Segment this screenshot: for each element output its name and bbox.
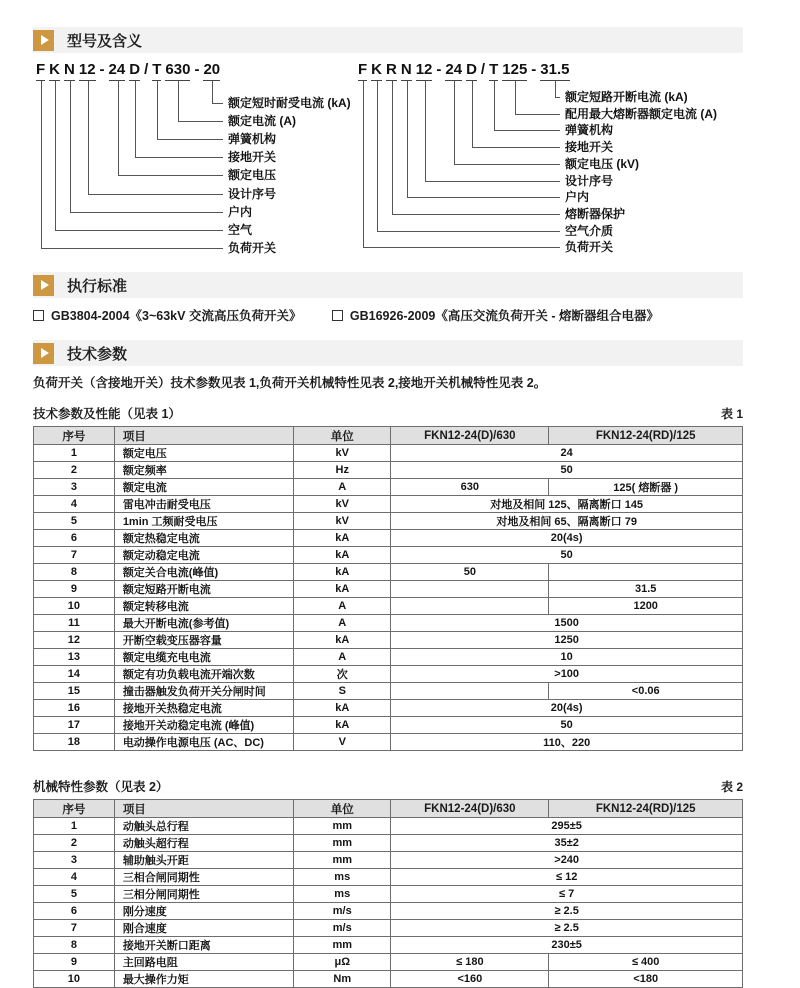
- diagram-label: 配用最大熔断器额定电流 (A): [565, 107, 717, 121]
- cell-item: 电动操作电源电压 (AC、DC): [114, 734, 293, 751]
- cell-item: 三相合闸同期性: [114, 869, 293, 886]
- cell-value: 20(4s): [391, 530, 743, 547]
- model-diagram-fkn: [36, 61, 356, 255]
- leader-line-horizontal: [178, 121, 223, 122]
- diagram-label: 设计序号: [565, 174, 614, 188]
- cell-item: 接地开关断口距离: [114, 937, 293, 954]
- diagram-label: 户内: [228, 205, 253, 219]
- leader-line-vertical: [212, 81, 213, 103]
- model-token: 24: [109, 61, 126, 81]
- mechanical-parameters-table: [33, 799, 743, 988]
- cell-value: 1500: [391, 615, 743, 632]
- model-token: /: [144, 61, 149, 78]
- model-token: R: [386, 61, 397, 81]
- diagram-label: 户内: [565, 190, 590, 204]
- diagram-label: 设计序号: [228, 187, 277, 201]
- cell-item: 接地开关动稳定电流 (峰值): [114, 717, 293, 734]
- model-token: F: [358, 61, 367, 81]
- play-icon: [33, 275, 54, 296]
- cell-item: 额定短路开断电流: [114, 581, 293, 598]
- section-title-model: 型号及含义: [67, 32, 143, 50]
- cell-unit: ms: [294, 886, 391, 903]
- cell-item: 动触头超行程: [114, 835, 293, 852]
- diagram-label: 熔断器保护: [565, 207, 626, 221]
- leader-line-vertical: [377, 81, 378, 231]
- table-row: [34, 530, 743, 547]
- cell-value: 630: [391, 479, 549, 496]
- cell-value: ≥ 2.5: [391, 920, 743, 937]
- cell-seq: 3: [34, 852, 115, 869]
- model-token: -: [531, 61, 537, 78]
- model-token: T: [489, 61, 498, 81]
- leader-line-vertical: [41, 81, 42, 248]
- leader-line-horizontal: [41, 248, 223, 249]
- table-row: [34, 852, 743, 869]
- cell-seq: 16: [34, 700, 115, 717]
- model-token: K: [49, 61, 60, 81]
- column-header: FKN12-24(D)/630: [391, 800, 549, 818]
- cell-item: 额定转移电流: [114, 598, 293, 615]
- diagram-label: 空气介质: [565, 224, 614, 238]
- cell-unit: S: [294, 683, 391, 700]
- leader-line-horizontal: [212, 103, 223, 104]
- cell-unit: m/s: [294, 903, 391, 920]
- leader-line-vertical: [88, 81, 89, 194]
- diagram-label: 弹簧机构: [565, 123, 614, 137]
- column-header: 序号: [34, 427, 115, 445]
- cell-seq: 7: [34, 547, 115, 564]
- section-title-params: 技术参数: [67, 345, 128, 363]
- cell-value: <160: [391, 971, 549, 988]
- table-row: [34, 717, 743, 734]
- leader-line-horizontal: [118, 175, 223, 176]
- cell-value: ≤ 7: [391, 886, 743, 903]
- cell-unit: kV: [294, 445, 391, 462]
- cell-unit: kA: [294, 632, 391, 649]
- cell-unit: A: [294, 649, 391, 666]
- cell-seq: 9: [34, 954, 115, 971]
- model-token: -: [194, 61, 200, 78]
- cell-item: 额定热稳定电流: [114, 530, 293, 547]
- table-row: [34, 700, 743, 717]
- cell-item: 三相分闸同期性: [114, 886, 293, 903]
- diagram-label: 负荷开关: [565, 240, 614, 254]
- table-row: [34, 564, 743, 581]
- table2-tag: 表 2: [720, 780, 743, 794]
- cell-unit: mm: [294, 937, 391, 954]
- table-row: [34, 920, 743, 937]
- cell-unit: kA: [294, 717, 391, 734]
- leader-line-horizontal: [425, 181, 560, 182]
- cell-unit: kA: [294, 530, 391, 547]
- cell-unit: mm: [294, 835, 391, 852]
- column-header: 单位: [294, 427, 391, 445]
- cell-unit: A: [294, 479, 391, 496]
- leader-line-horizontal: [494, 130, 560, 131]
- intro-paragraph: 负荷开关（含接地开关）技术参数见表 1,负荷开关机械特性见表 2,接地开关机械特性见表 2。: [33, 376, 547, 390]
- cell-value: ≥ 2.5: [391, 903, 743, 920]
- model-code: [36, 61, 356, 81]
- table-row: [34, 462, 743, 479]
- leader-line-vertical: [55, 81, 56, 230]
- cell-unit: V: [294, 734, 391, 751]
- table-row: [34, 818, 743, 835]
- leader-line-horizontal: [472, 147, 560, 148]
- cell-seq: 4: [34, 496, 115, 513]
- cell-seq: 1: [34, 445, 115, 462]
- table-row: [34, 479, 743, 496]
- table-row: [34, 615, 743, 632]
- triangle-glyph: [41, 348, 49, 358]
- technical-parameters-table: [33, 426, 743, 751]
- model-token: 31.5: [540, 61, 569, 81]
- cell-seq: 8: [34, 564, 115, 581]
- table1-caption-row: [33, 404, 743, 422]
- table-row: [34, 445, 743, 462]
- cell-item: 额定动稳定电流: [114, 547, 293, 564]
- cell-value: 35±2: [391, 835, 743, 852]
- leader-line-horizontal: [392, 214, 560, 215]
- cell-item: 最大开断电流(参考值): [114, 615, 293, 632]
- column-header: FKN12-24(RD)/125: [549, 427, 743, 445]
- checkbox-square-icon: [332, 310, 343, 321]
- cell-seq: 11: [34, 615, 115, 632]
- cell-item: 刚分速度: [114, 903, 293, 920]
- leader-line-horizontal: [454, 164, 560, 165]
- table-row: [34, 547, 743, 564]
- table-row: [34, 869, 743, 886]
- diagram-label: 接地开关: [228, 150, 277, 164]
- leader-line-horizontal: [157, 139, 223, 140]
- cell-unit: μΩ: [294, 954, 391, 971]
- leader-line-vertical: [555, 81, 556, 97]
- page: [33, 0, 743, 988]
- diagram-label: 接地开关: [565, 140, 614, 154]
- cell-value: 295±5: [391, 818, 743, 835]
- cell-value: ≤ 12: [391, 869, 743, 886]
- cell-value: 1250: [391, 632, 743, 649]
- cell-value: 10: [391, 649, 743, 666]
- model-token: N: [401, 61, 412, 81]
- cell-item: 开断空载变压器容量: [114, 632, 293, 649]
- leader-line-vertical: [392, 81, 393, 214]
- table-row: [34, 937, 743, 954]
- diagram-label: 额定电压 (kV): [565, 157, 640, 171]
- cell-unit: mm: [294, 818, 391, 835]
- standard-text: GB3804-2004《3~63kV 交流高压负荷开关》: [51, 309, 302, 323]
- cell-item: 额定频率: [114, 462, 293, 479]
- table1-caption: 技术参数及性能（见表 1）: [33, 407, 181, 421]
- cell-unit: kV: [294, 513, 391, 530]
- cell-seq: 5: [34, 886, 115, 903]
- table-row: [34, 971, 743, 988]
- model-diagram-fkrn: [358, 61, 743, 254]
- cell-seq: 2: [34, 462, 115, 479]
- cell-item: 额定电压: [114, 445, 293, 462]
- cell-item: 辅助触头开距: [114, 852, 293, 869]
- table-row: [34, 734, 743, 751]
- leader-line-vertical: [118, 81, 119, 175]
- model-token: D: [129, 61, 140, 81]
- model-token: 630: [165, 61, 190, 81]
- cell-unit: 次: [294, 666, 391, 683]
- leader-line-horizontal: [55, 230, 223, 231]
- column-header: FKN12-24(RD)/125: [549, 800, 743, 818]
- cell-item: 接地开关热稳定电流: [114, 700, 293, 717]
- cell-unit: kA: [294, 564, 391, 581]
- cell-seq: 8: [34, 937, 115, 954]
- cell-value: 50: [391, 547, 743, 564]
- table-row: [34, 903, 743, 920]
- cell-item: 额定有功负载电流开端次数: [114, 666, 293, 683]
- table-row: [34, 649, 743, 666]
- cell-item: 额定关合电流(峰值): [114, 564, 293, 581]
- model-token: 12: [416, 61, 433, 81]
- diagram-label: 负荷开关: [228, 241, 277, 255]
- diagram-label: 额定短时耐受电流 (kA): [228, 96, 351, 110]
- column-header: 项目: [114, 427, 293, 445]
- standard-text: GB16926-2009《高压交流负荷开关 - 熔断器组合电器》: [349, 309, 659, 323]
- cell-value: 230±5: [391, 937, 743, 954]
- leader-line-vertical: [70, 81, 71, 212]
- section-header-params: [33, 340, 743, 366]
- model-token: 125: [502, 61, 527, 81]
- column-header: FKN12-24(D)/630: [391, 427, 549, 445]
- leader-line-horizontal: [363, 247, 560, 248]
- table-row: [34, 954, 743, 971]
- cell-item: 雷电冲击耐受电压: [114, 496, 293, 513]
- table2-caption: 机械特性参数（见表 2）: [33, 780, 169, 794]
- cell-value: ≤ 400: [549, 954, 743, 971]
- leader-line-horizontal: [135, 157, 223, 158]
- cell-unit: kA: [294, 700, 391, 717]
- cell-item: 额定电缆充电电流: [114, 649, 293, 666]
- table-row: [34, 581, 743, 598]
- leader-line-horizontal: [70, 212, 223, 213]
- cell-value: [391, 598, 549, 615]
- leader-line-vertical: [135, 81, 136, 157]
- cell-item: 额定电流: [114, 479, 293, 496]
- model-token: /: [480, 61, 486, 78]
- leader-line-vertical: [157, 81, 158, 139]
- cell-value: 31.5: [549, 581, 743, 598]
- model-code: [358, 61, 743, 81]
- table-row: [34, 632, 743, 649]
- cell-unit: kA: [294, 581, 391, 598]
- cell-value: 24: [391, 445, 743, 462]
- model-token: K: [371, 61, 382, 81]
- triangle-glyph: [41, 35, 49, 45]
- cell-seq: 6: [34, 530, 115, 547]
- cell-seq: 5: [34, 513, 115, 530]
- cell-item: 最大操作力矩: [114, 971, 293, 988]
- leader-line-horizontal: [407, 197, 560, 198]
- cell-seq: 10: [34, 971, 115, 988]
- model-token: 12: [79, 61, 96, 81]
- table-row: [34, 886, 743, 903]
- standard-item: [332, 309, 659, 323]
- cell-seq: 17: [34, 717, 115, 734]
- cell-unit: A: [294, 615, 391, 632]
- cell-unit: kV: [294, 496, 391, 513]
- leader-line-horizontal: [515, 114, 560, 115]
- table-row: [34, 683, 743, 700]
- standards-line: [33, 306, 743, 323]
- cell-seq: 4: [34, 869, 115, 886]
- leader-line-horizontal: [555, 97, 560, 98]
- section-header-standard: [33, 272, 743, 298]
- standard-item: [33, 309, 301, 323]
- cell-value: 对地及相间 125、隔离断口 145: [391, 496, 743, 513]
- cell-value: 1200: [549, 598, 743, 615]
- cell-value: ≤ 180: [391, 954, 549, 971]
- cell-seq: 14: [34, 666, 115, 683]
- model-token: F: [36, 61, 45, 81]
- diagram-label: 额定电流 (A): [228, 114, 296, 128]
- cell-unit: ms: [294, 869, 391, 886]
- cell-unit: Hz: [294, 462, 391, 479]
- model-token: 20: [203, 61, 220, 81]
- leader-line-vertical: [472, 81, 473, 147]
- diagram-label: 额定电压: [228, 168, 277, 182]
- cell-item: 1min 工频耐受电压: [114, 513, 293, 530]
- cell-unit: Nm: [294, 971, 391, 988]
- cell-unit: m/s: [294, 920, 391, 937]
- model-diagram-area: [33, 61, 743, 259]
- cell-seq: 9: [34, 581, 115, 598]
- column-header: 单位: [294, 800, 391, 818]
- cell-value: >100: [391, 666, 743, 683]
- diagram-label: 额定短路开断电流 (kA): [565, 90, 688, 104]
- play-icon: [33, 343, 54, 364]
- table-row: [34, 598, 743, 615]
- table-row: [34, 666, 743, 683]
- cell-item: 撞击器触发负荷开关分闸时间: [114, 683, 293, 700]
- table-header-row: [34, 800, 743, 818]
- cell-value: [391, 581, 549, 598]
- cell-value: [391, 683, 549, 700]
- model-token: N: [64, 61, 75, 81]
- leader-line-vertical: [515, 81, 516, 114]
- cell-value: <180: [549, 971, 743, 988]
- cell-value: 50: [391, 462, 743, 479]
- play-icon: [33, 30, 54, 51]
- cell-value: 50: [391, 564, 549, 581]
- cell-item: 刚合速度: [114, 920, 293, 937]
- cell-seq: 7: [34, 920, 115, 937]
- cell-seq: 15: [34, 683, 115, 700]
- leader-line-vertical: [425, 81, 426, 181]
- cell-seq: 2: [34, 835, 115, 852]
- leader-line-vertical: [494, 81, 495, 130]
- cell-unit: mm: [294, 852, 391, 869]
- cell-value: 对地及相间 65、隔离断口 79: [391, 513, 743, 530]
- cell-seq: 12: [34, 632, 115, 649]
- cell-value: >240: [391, 852, 743, 869]
- cell-seq: 18: [34, 734, 115, 751]
- cell-value: 20(4s): [391, 700, 743, 717]
- model-token: -: [99, 61, 105, 78]
- column-header: 序号: [34, 800, 115, 818]
- table1-tag: 表 1: [720, 407, 743, 421]
- cell-seq: 13: [34, 649, 115, 666]
- table2-caption-row: [33, 777, 743, 795]
- table-row: [34, 835, 743, 852]
- table-row: [34, 513, 743, 530]
- cell-item: 主回路电阻: [114, 954, 293, 971]
- cell-unit: kA: [294, 547, 391, 564]
- diagram-label: 弹簧机构: [228, 132, 277, 146]
- leader-line-horizontal: [377, 231, 560, 232]
- cell-seq: 1: [34, 818, 115, 835]
- leader-line-vertical: [178, 81, 179, 121]
- diagram-label: 空气: [228, 223, 253, 237]
- cell-seq: 3: [34, 479, 115, 496]
- cell-value: [549, 564, 743, 581]
- model-token: -: [436, 61, 442, 78]
- cell-value: 110、220: [391, 734, 743, 751]
- leader-line-vertical: [407, 81, 408, 197]
- cell-unit: A: [294, 598, 391, 615]
- cell-seq: 6: [34, 903, 115, 920]
- model-token: 24: [445, 61, 462, 81]
- column-header: 项目: [114, 800, 293, 818]
- cell-value: <0.06: [549, 683, 743, 700]
- cell-seq: 10: [34, 598, 115, 615]
- section-header-model: [33, 27, 743, 53]
- leader-line-vertical: [363, 81, 364, 247]
- triangle-glyph: [41, 280, 49, 290]
- model-token: D: [466, 61, 477, 81]
- cell-item: 动触头总行程: [114, 818, 293, 835]
- leader-line-horizontal: [88, 194, 223, 195]
- model-token: T: [152, 61, 161, 81]
- checkbox-square-icon: [33, 310, 44, 321]
- cell-value: 125( 熔断器 ): [549, 479, 743, 496]
- table-row: [34, 496, 743, 513]
- section-title-standard: 执行标准: [67, 277, 128, 295]
- cell-value: 50: [391, 717, 743, 734]
- table-header-row: [34, 427, 743, 445]
- leader-line-vertical: [454, 81, 455, 164]
